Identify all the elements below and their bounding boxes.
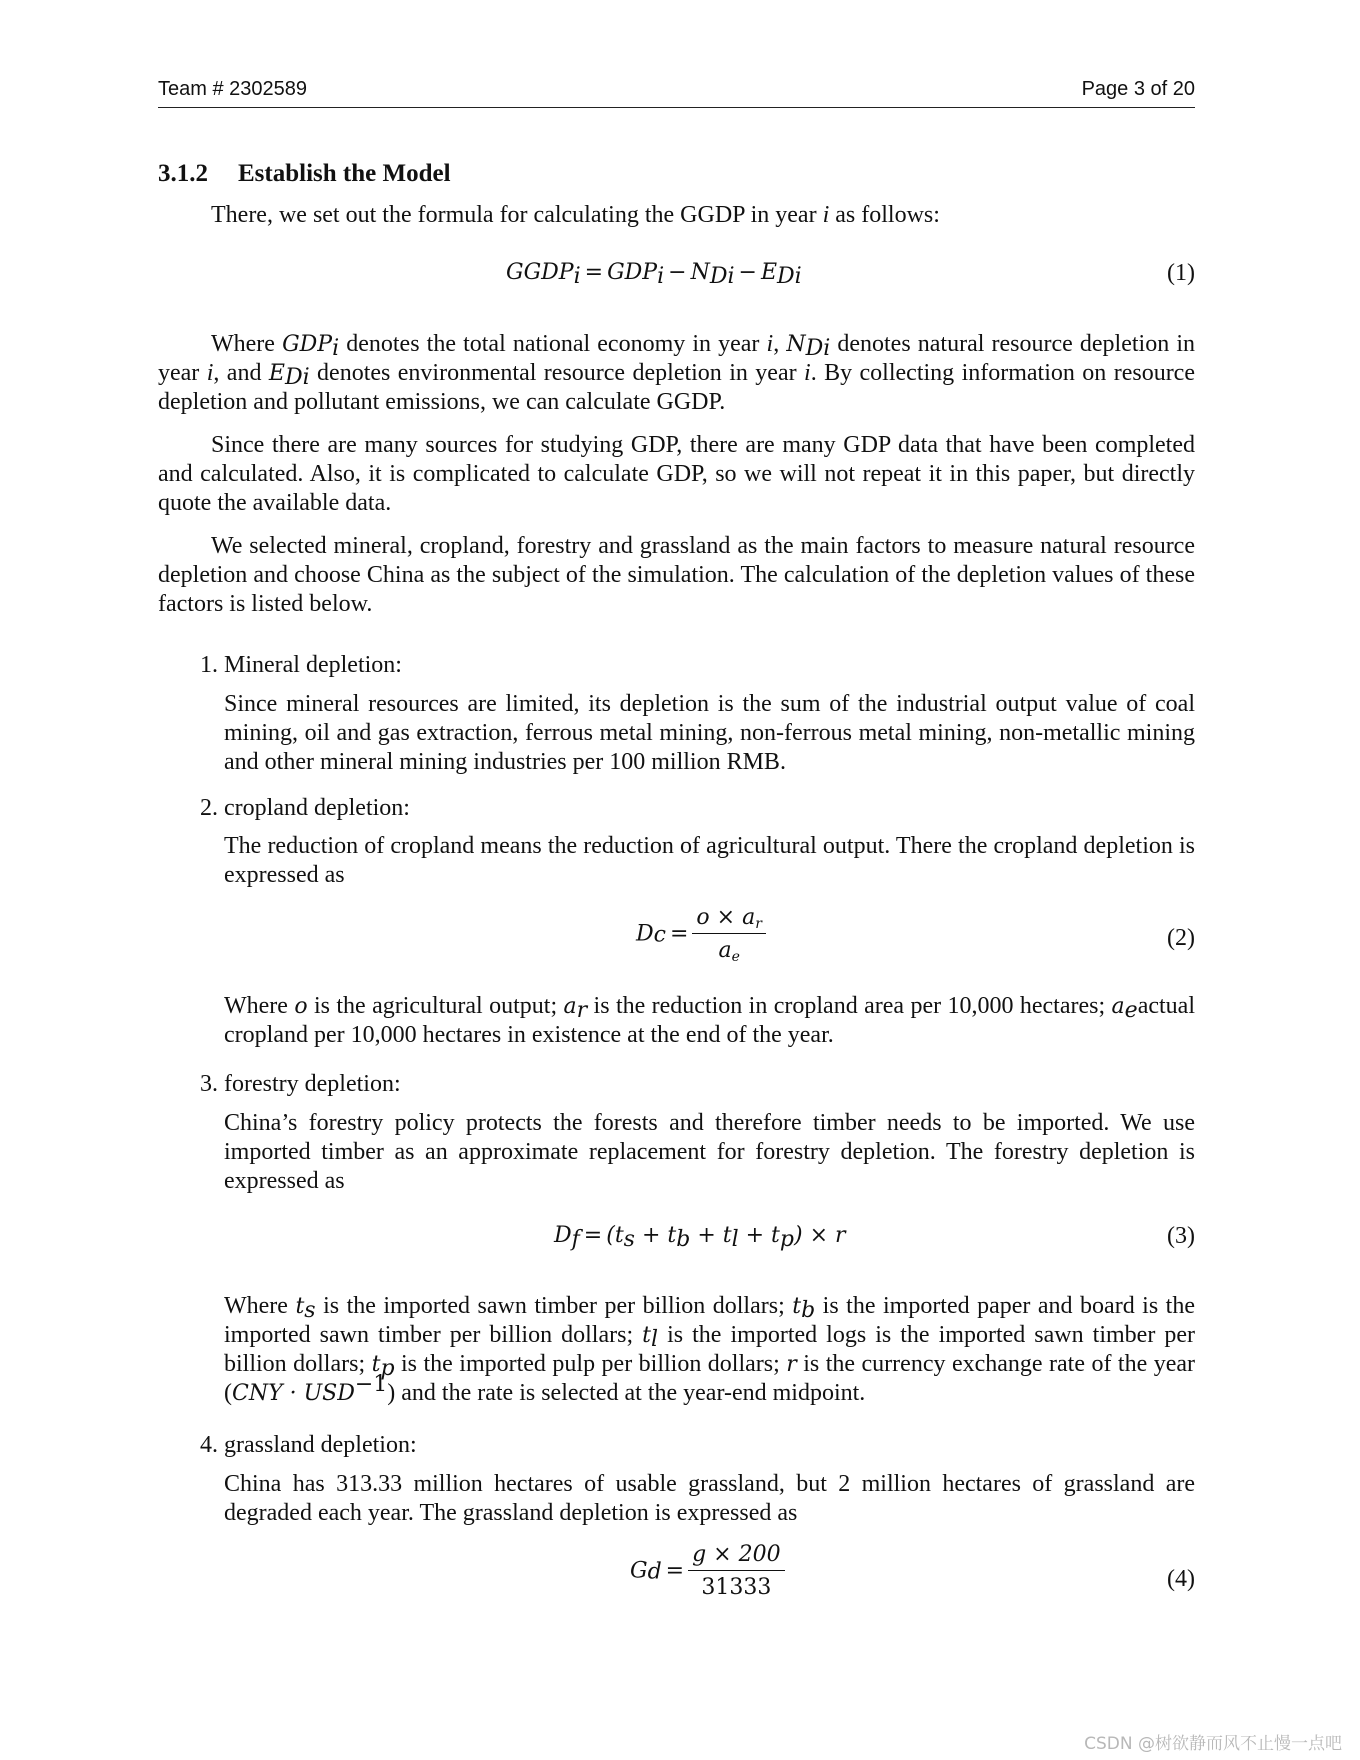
eq1-sub: i bbox=[657, 264, 665, 289]
w2-d: actual cropland per 10,000 hectares in existence at the end of the year. bbox=[224, 993, 1195, 1048]
w2-ar-sub: r bbox=[576, 998, 588, 1023]
w3-r: r bbox=[786, 1352, 797, 1377]
equation-4 bbox=[224, 1542, 1195, 1614]
eq1-n: N bbox=[690, 260, 710, 285]
eq3-d-sub: f bbox=[571, 1227, 580, 1252]
w3-c: is the imported paper and board is the imported sawn timber per billion dollars; bbox=[224, 1293, 1195, 1348]
intro-text-b: as follows: bbox=[829, 202, 940, 228]
w3-g: ) and the rate is selected at the year-end midpoint. bbox=[387, 1380, 866, 1406]
p1-e: , and bbox=[213, 360, 269, 386]
w2-ae-sub: e bbox=[1124, 998, 1138, 1023]
eq1-sub: Di bbox=[709, 264, 735, 289]
p1-b: denotes the total national economy in year bbox=[339, 331, 767, 357]
p1-esym: E bbox=[268, 361, 285, 386]
eq4-g: G bbox=[630, 1558, 648, 1584]
p1-gdp-sub: i bbox=[332, 336, 340, 361]
list-item-text bbox=[224, 690, 1195, 777]
equation-4-label: (4) bbox=[1167, 1566, 1195, 1592]
intro-paragraph bbox=[158, 201, 1195, 230]
w3-tp: t bbox=[371, 1352, 381, 1377]
eq2-num-sub: r bbox=[755, 916, 762, 932]
eq1-gdp: GDP bbox=[607, 260, 658, 285]
eq3-d: D bbox=[554, 1223, 572, 1248]
eq1-equals: = bbox=[584, 260, 604, 285]
equation-3-body bbox=[554, 1223, 846, 1252]
w2-c: is the reduction in cropland area per 10,000 hectares; bbox=[587, 993, 1112, 1019]
equation-2-body bbox=[636, 905, 766, 963]
list-item-text bbox=[224, 1109, 1195, 1196]
eq4-denominator: 31333 bbox=[701, 1575, 772, 1600]
p1-a: Where bbox=[211, 331, 283, 357]
w3-tb-sub: b bbox=[801, 1298, 816, 1323]
definition-paragraph bbox=[158, 330, 1195, 417]
eq3-end: ) × r bbox=[794, 1223, 846, 1248]
p1-f: denotes environmental resource depletion in year bbox=[309, 360, 805, 386]
list-item-text bbox=[224, 1470, 1195, 1528]
eq4-equals: = bbox=[665, 1558, 685, 1584]
eq1-sub: i bbox=[573, 264, 581, 289]
w3-ts: t bbox=[295, 1294, 305, 1319]
eq1-minus: − bbox=[668, 260, 687, 285]
list-item-title: forestry depletion: bbox=[224, 1071, 401, 1097]
eq2-equals: = bbox=[669, 921, 689, 947]
w2-a: Where bbox=[224, 993, 295, 1019]
eq4-g-sub: d bbox=[647, 1559, 662, 1585]
watermark: CSDN @树欲静而风不止慢一点吧 bbox=[1084, 1734, 1342, 1754]
p1-e-sub: Di bbox=[284, 365, 310, 390]
equation-1 bbox=[158, 260, 1195, 320]
eq2-numerator bbox=[692, 905, 765, 934]
p1-i2: i bbox=[206, 360, 214, 386]
eq1-sub: Di bbox=[777, 264, 802, 289]
eq1-e: E bbox=[760, 260, 778, 285]
w3-tb: t bbox=[792, 1294, 802, 1319]
w3-tl: t bbox=[642, 1323, 651, 1348]
p1-gdp: GDP bbox=[282, 332, 333, 357]
eq4-numerator: g × 200 bbox=[688, 1542, 785, 1571]
p1-n: N bbox=[786, 332, 806, 357]
eq2-fraction bbox=[692, 905, 765, 963]
p1-g: . By collecting information on resource depletion and pollutant emissions, we can calculate GGDP. bbox=[158, 360, 1195, 415]
forestry-where bbox=[224, 1292, 1195, 1408]
w2-ae: a bbox=[1111, 994, 1125, 1019]
header-rule bbox=[158, 107, 1195, 108]
factors-paragraph bbox=[158, 532, 1195, 619]
section-heading bbox=[158, 160, 451, 188]
para3-text: We selected mineral, cropland, forestry and grassland as the main factors to measure natural resource depletion and choose China as the subject of the simulation. The calculation of the depletion values of these factors is listed below. bbox=[158, 533, 1195, 617]
page-header bbox=[158, 78, 1195, 108]
eq1-minus: − bbox=[738, 260, 757, 285]
equation-3 bbox=[224, 1223, 1195, 1283]
w3-b: is the imported sawn timber per billion dollars; bbox=[315, 1293, 793, 1319]
list-item-title: grassland depletion: bbox=[224, 1432, 417, 1458]
p1-n-sub: Di bbox=[805, 336, 831, 361]
p1-c: , bbox=[773, 331, 787, 357]
equation-2-label: (2) bbox=[1167, 925, 1195, 951]
mineral-text: Since mineral resources are limited, its depletion is the sum of the industrial output value of coal mining, oil and gas extraction, ferrous metal mining, non-ferrous metal mining, non-metallic mining and other mineral mining industries per 100 million RMB. bbox=[224, 691, 1195, 775]
forestry-text: China’s forestry policy protects the forests and therefore timber needs to be imported. We use imported timber as an approximate replacement for forestry depletion. The forestry depletion is expressed as bbox=[224, 1110, 1195, 1194]
list-item-number: 2. bbox=[200, 795, 218, 821]
eq2-d-sub: c bbox=[653, 922, 666, 948]
list-item-text bbox=[224, 832, 1195, 890]
cropland-where bbox=[224, 992, 1195, 1050]
list-item-number: 1. bbox=[200, 652, 218, 678]
cropland-text: The reduction of cropland means the reduction of agricultural output. There the cropland depletion is expressed as bbox=[224, 833, 1195, 888]
eq2-den-sub: e bbox=[731, 949, 740, 965]
equation-2 bbox=[224, 905, 1195, 973]
p1-d: denotes natural resource depletion in year bbox=[158, 331, 1195, 386]
grassland-text: China has 313.33 million hectares of usable grassland, but 2 million hectares of grassland are degraded each year. The grassland depletion is expressed as bbox=[224, 1471, 1195, 1526]
w2-b: is the agricultural output; bbox=[307, 993, 564, 1019]
equation-4-body bbox=[630, 1542, 785, 1600]
eq3-b: b bbox=[676, 1227, 691, 1252]
eq2-num: o × a bbox=[696, 905, 756, 930]
w3-a: Where bbox=[224, 1293, 296, 1319]
para2-text: Since there are many sources for studying GDP, there are many GDP data that have been completed and calculated. Also, it is complicated to calculate GDP, so we will not repeat it in this paper, but directly quote the available data. bbox=[158, 432, 1195, 516]
w3-cny-sup: −1 bbox=[354, 1372, 388, 1397]
intro-text-a: There, we set out the formula for calculating the GGDP in year bbox=[211, 202, 823, 228]
w3-d: is the imported logs is the imported sawn timber per billion dollars; bbox=[224, 1322, 1195, 1377]
w3-e: is the imported pulp per billion dollars; bbox=[394, 1351, 787, 1377]
eq3-equals: = bbox=[583, 1223, 603, 1248]
eq3-s: s bbox=[623, 1227, 635, 1252]
section-number: 3.1.2 bbox=[158, 160, 208, 187]
eq3-l: l bbox=[731, 1227, 739, 1252]
eq2-denominator bbox=[692, 934, 765, 963]
p1-i1: i bbox=[766, 331, 774, 357]
w3-f: is the currency exchange rate of the year ( bbox=[224, 1351, 1196, 1406]
gdp-source-paragraph bbox=[158, 431, 1195, 518]
eq3-t4: + t bbox=[738, 1223, 780, 1248]
eq4-fraction bbox=[688, 1542, 785, 1600]
equation-1-body bbox=[506, 260, 802, 289]
page-number: Page 3 of 20 bbox=[1081, 78, 1195, 100]
w3-cny: CNY · USD bbox=[232, 1381, 355, 1406]
eq3-t2: + t bbox=[634, 1223, 677, 1248]
w3-tl-sub: l bbox=[651, 1327, 659, 1352]
list-item-number: 4. bbox=[200, 1432, 218, 1458]
w3-tp-sub: p bbox=[380, 1356, 395, 1381]
eq3-p: p bbox=[779, 1227, 794, 1252]
list-item-number: 3. bbox=[200, 1071, 218, 1097]
intro-var: i bbox=[822, 202, 830, 228]
w2-ar: a bbox=[563, 994, 577, 1019]
eq3-t3: + t bbox=[690, 1223, 732, 1248]
eq1-ggdp: GGDP bbox=[506, 260, 574, 285]
w3-ts-sub: s bbox=[304, 1298, 316, 1323]
eq2-d: D bbox=[636, 921, 654, 947]
team-number: Team # 2302589 bbox=[158, 78, 308, 100]
section-title: Establish the Model bbox=[238, 160, 451, 187]
equation-1-label: (1) bbox=[1167, 260, 1195, 286]
eq3-t1: (t bbox=[606, 1223, 624, 1248]
equation-3-label: (3) bbox=[1167, 1223, 1195, 1249]
p1-i3: i bbox=[804, 360, 811, 386]
w2-o: o bbox=[294, 994, 308, 1019]
list-item-title: cropland depletion: bbox=[224, 795, 410, 821]
eq2-den: a bbox=[718, 938, 732, 963]
list-item-title: Mineral depletion: bbox=[224, 652, 402, 678]
